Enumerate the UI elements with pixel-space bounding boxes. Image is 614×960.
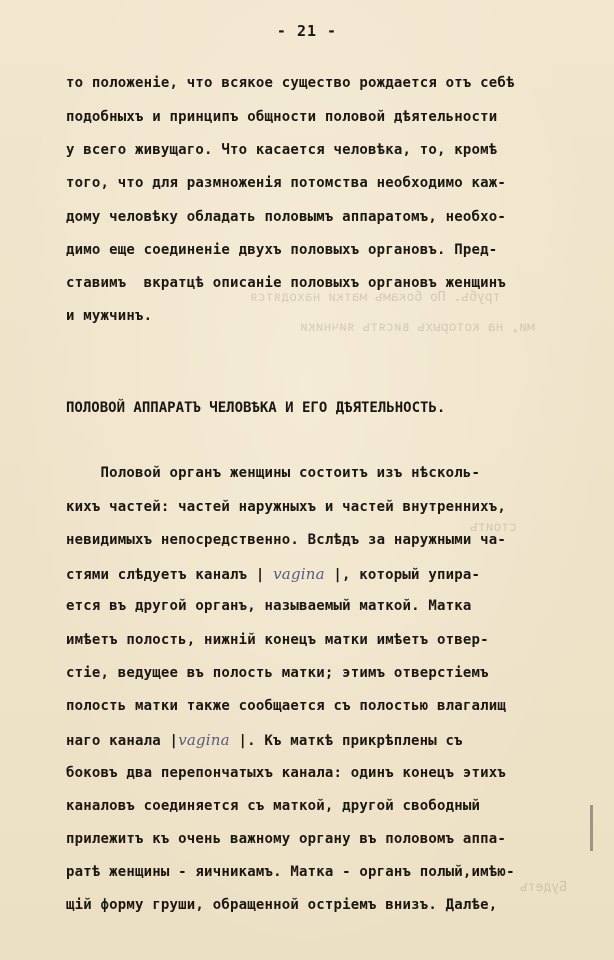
bracket-mark: | <box>333 567 343 583</box>
text-line: каналовъ соединяется съ маткой, другой свободный <box>66 798 481 814</box>
text-line: то положенie, что всякое существо рождается отъ себѣ <box>66 75 515 91</box>
text-line: имѣетъ полость, нижнiй конецъ матки имѣетъ отвер- <box>66 632 489 648</box>
text-fragment: . Къ маткѣ прикрѣплены съ <box>247 733 463 749</box>
bleed-through-text: стоитъ <box>470 520 517 535</box>
margin-pencil-mark <box>590 805 593 851</box>
bracket-mark: | <box>255 567 265 583</box>
text-line: ратѣ женщины - яичникамъ. Матка - органъ полый,имѣю- <box>66 864 515 880</box>
text-line: подобныхъ и принципъ общности половой дѣятельности <box>66 109 498 125</box>
page-number: - 21 - <box>276 22 338 40</box>
text-line: щiй форму груши, обращенной острiемъ внизъ. Далѣе, <box>66 897 498 913</box>
text-line: Половой органъ женщины состоитъ изъ нѣсколь- <box>66 465 481 481</box>
text-line: боковъ два перепончатыхъ канала: одинъ конецъ этихъ <box>66 765 507 781</box>
section-heading: ПОЛОВОЙ АППАРАТЪ ЧЕЛОВѢКА И ЕГО ДѢЯТЕЛЬНОСТЬ. <box>66 400 446 416</box>
text-line: полость матки также сообщается съ полостью влагалищ <box>66 698 507 714</box>
text-line <box>66 565 480 583</box>
text-line: кихъ частей: частей наружныхъ и частей внутреннихъ, <box>66 499 507 515</box>
text-line: того, что для размноженiя потомства необходимо каж- <box>66 175 507 191</box>
text-line: дому человѣку обладать половымъ аппаратомъ, необхо- <box>66 209 507 225</box>
bracket-mark: | <box>238 733 248 749</box>
text-line: у всего живущаго. Что касается человѣка, то, кромѣ <box>66 142 498 158</box>
bleed-through-text: трубъ. По бокамъ матки находятся <box>250 290 501 305</box>
text-fragment: стями слѣдуетъ каналъ <box>66 567 256 583</box>
text-line: ставимъ вкратцѣ описанiе половыхъ органовъ женщинъ <box>66 275 507 291</box>
bleed-through-text: ми, на которыхъ висятъ яичники <box>300 320 535 335</box>
text-fragment: , который упира- <box>342 567 481 583</box>
bracket-mark: | <box>169 733 179 749</box>
text-line: ется въ другой органъ, называемый маткой. Матка <box>66 598 472 614</box>
text-line: и мужчинъ. <box>66 308 153 324</box>
handwritten-word: vagina <box>273 565 325 583</box>
text-fragment: наго канала <box>66 733 170 749</box>
text-line: димо еще соединенiе двухъ половыхъ органовъ. Пред- <box>66 242 498 258</box>
text-line: прилежитъ къ очень важному органу въ половомъ аппа- <box>66 831 507 847</box>
text-line: стiе, ведущее въ полость матки; этимъ отверстiемъ <box>66 665 489 681</box>
bleed-through-text: Будетъ <box>520 880 567 895</box>
text-line <box>66 731 463 749</box>
handwritten-word: vagina <box>178 731 230 749</box>
text-line: невидимыхъ непосредственно. Вслѣдъ за наружными ча- <box>66 532 507 548</box>
